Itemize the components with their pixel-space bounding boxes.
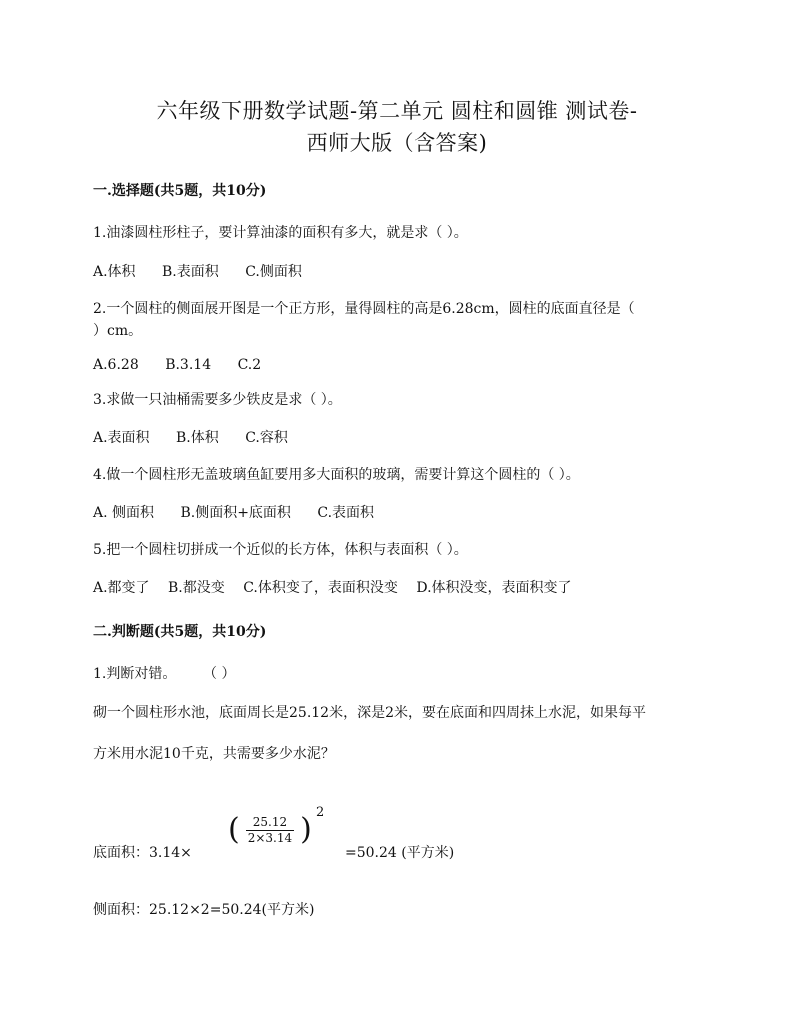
- option-a: A.都变了: [93, 580, 150, 596]
- option-b: B.体积: [176, 430, 219, 446]
- option-c: C.体积变了，表面积没变: [243, 580, 398, 596]
- base-area-fraction: [228, 808, 312, 852]
- question-1-options: [93, 262, 302, 282]
- question-3-options: [93, 428, 288, 448]
- option-c: C.侧面积: [245, 264, 302, 280]
- section-heading-choice: 一.选择题(共5题，共10分): [93, 183, 267, 199]
- question-4: 4.做一个圆柱形无盖玻璃鱼缸要用多大面积的玻璃，需要计算这个圆柱的（ ）。: [93, 467, 580, 483]
- exponent: 2: [316, 805, 325, 820]
- option-c: C.容积: [245, 430, 288, 446]
- fraction: [246, 815, 294, 846]
- document-title-line-2: 西师大版（含答案): [306, 131, 488, 155]
- side-area-line: 侧面积：25.12×2=50.24(平方米): [93, 902, 315, 918]
- problem-text-line-2: 方米用水泥10千克，共需要多少水泥？: [93, 746, 335, 762]
- question-5-options: [93, 578, 572, 598]
- option-a: A. 侧面积: [93, 505, 155, 521]
- question-2-line-2: ）cm。: [93, 323, 143, 339]
- option-a: A.表面积: [93, 430, 150, 446]
- option-b: B.表面积: [162, 264, 219, 280]
- document-title-line-1: 六年级下册数学试题-第二单元 圆柱和圆锥 测试卷-: [156, 99, 638, 123]
- option-c: C.表面积: [317, 505, 375, 521]
- option-c: C.2: [237, 357, 262, 373]
- question-4-options: [93, 503, 374, 523]
- option-b: B.都没变: [168, 580, 225, 596]
- question-1: 1.油漆圆柱形柱子，要计算油漆的面积有多大，就是求（ ）。: [93, 225, 468, 241]
- problem-text-line-1: 砌一个圆柱形水池，底面周长是25.12米，深是2米，要在底面和四周抹上水泥，如果每平: [93, 705, 646, 721]
- question-2-options: [93, 355, 261, 375]
- fraction-denominator: 2×3.14: [247, 830, 293, 845]
- question-2-line-1: 2.一个圆柱的侧面展开图是一个正方形，量得圆柱的高是6.28cm，圆柱的底面直径是（: [93, 301, 635, 317]
- open-paren: (: [228, 812, 240, 847]
- option-b: B.侧面积+底面积: [180, 505, 291, 521]
- close-paren: ): [300, 812, 312, 847]
- option-d: D.体积没变，表面积变了: [416, 580, 572, 596]
- fraction-numerator: 25.12: [252, 814, 288, 829]
- base-area-result: =50.24 (平方米): [345, 845, 455, 861]
- option-a: A.6.28: [93, 357, 139, 373]
- base-area-label: 底面积：3.14×: [93, 845, 192, 861]
- question-3: 3.求做一只油桶需要多少铁皮是求（ ）。: [93, 392, 342, 408]
- option-b: B.3.14: [165, 357, 212, 373]
- option-a: A.体积: [93, 264, 136, 280]
- section-heading-judgment: 二.判断题(共5题，共10分): [93, 624, 267, 640]
- question-5: 5.把一个圆柱切拼成一个近似的长方体，体积与表面积（ ）。: [93, 542, 468, 558]
- judgment-question-1: 1.判断对错。 （ ）: [93, 666, 236, 682]
